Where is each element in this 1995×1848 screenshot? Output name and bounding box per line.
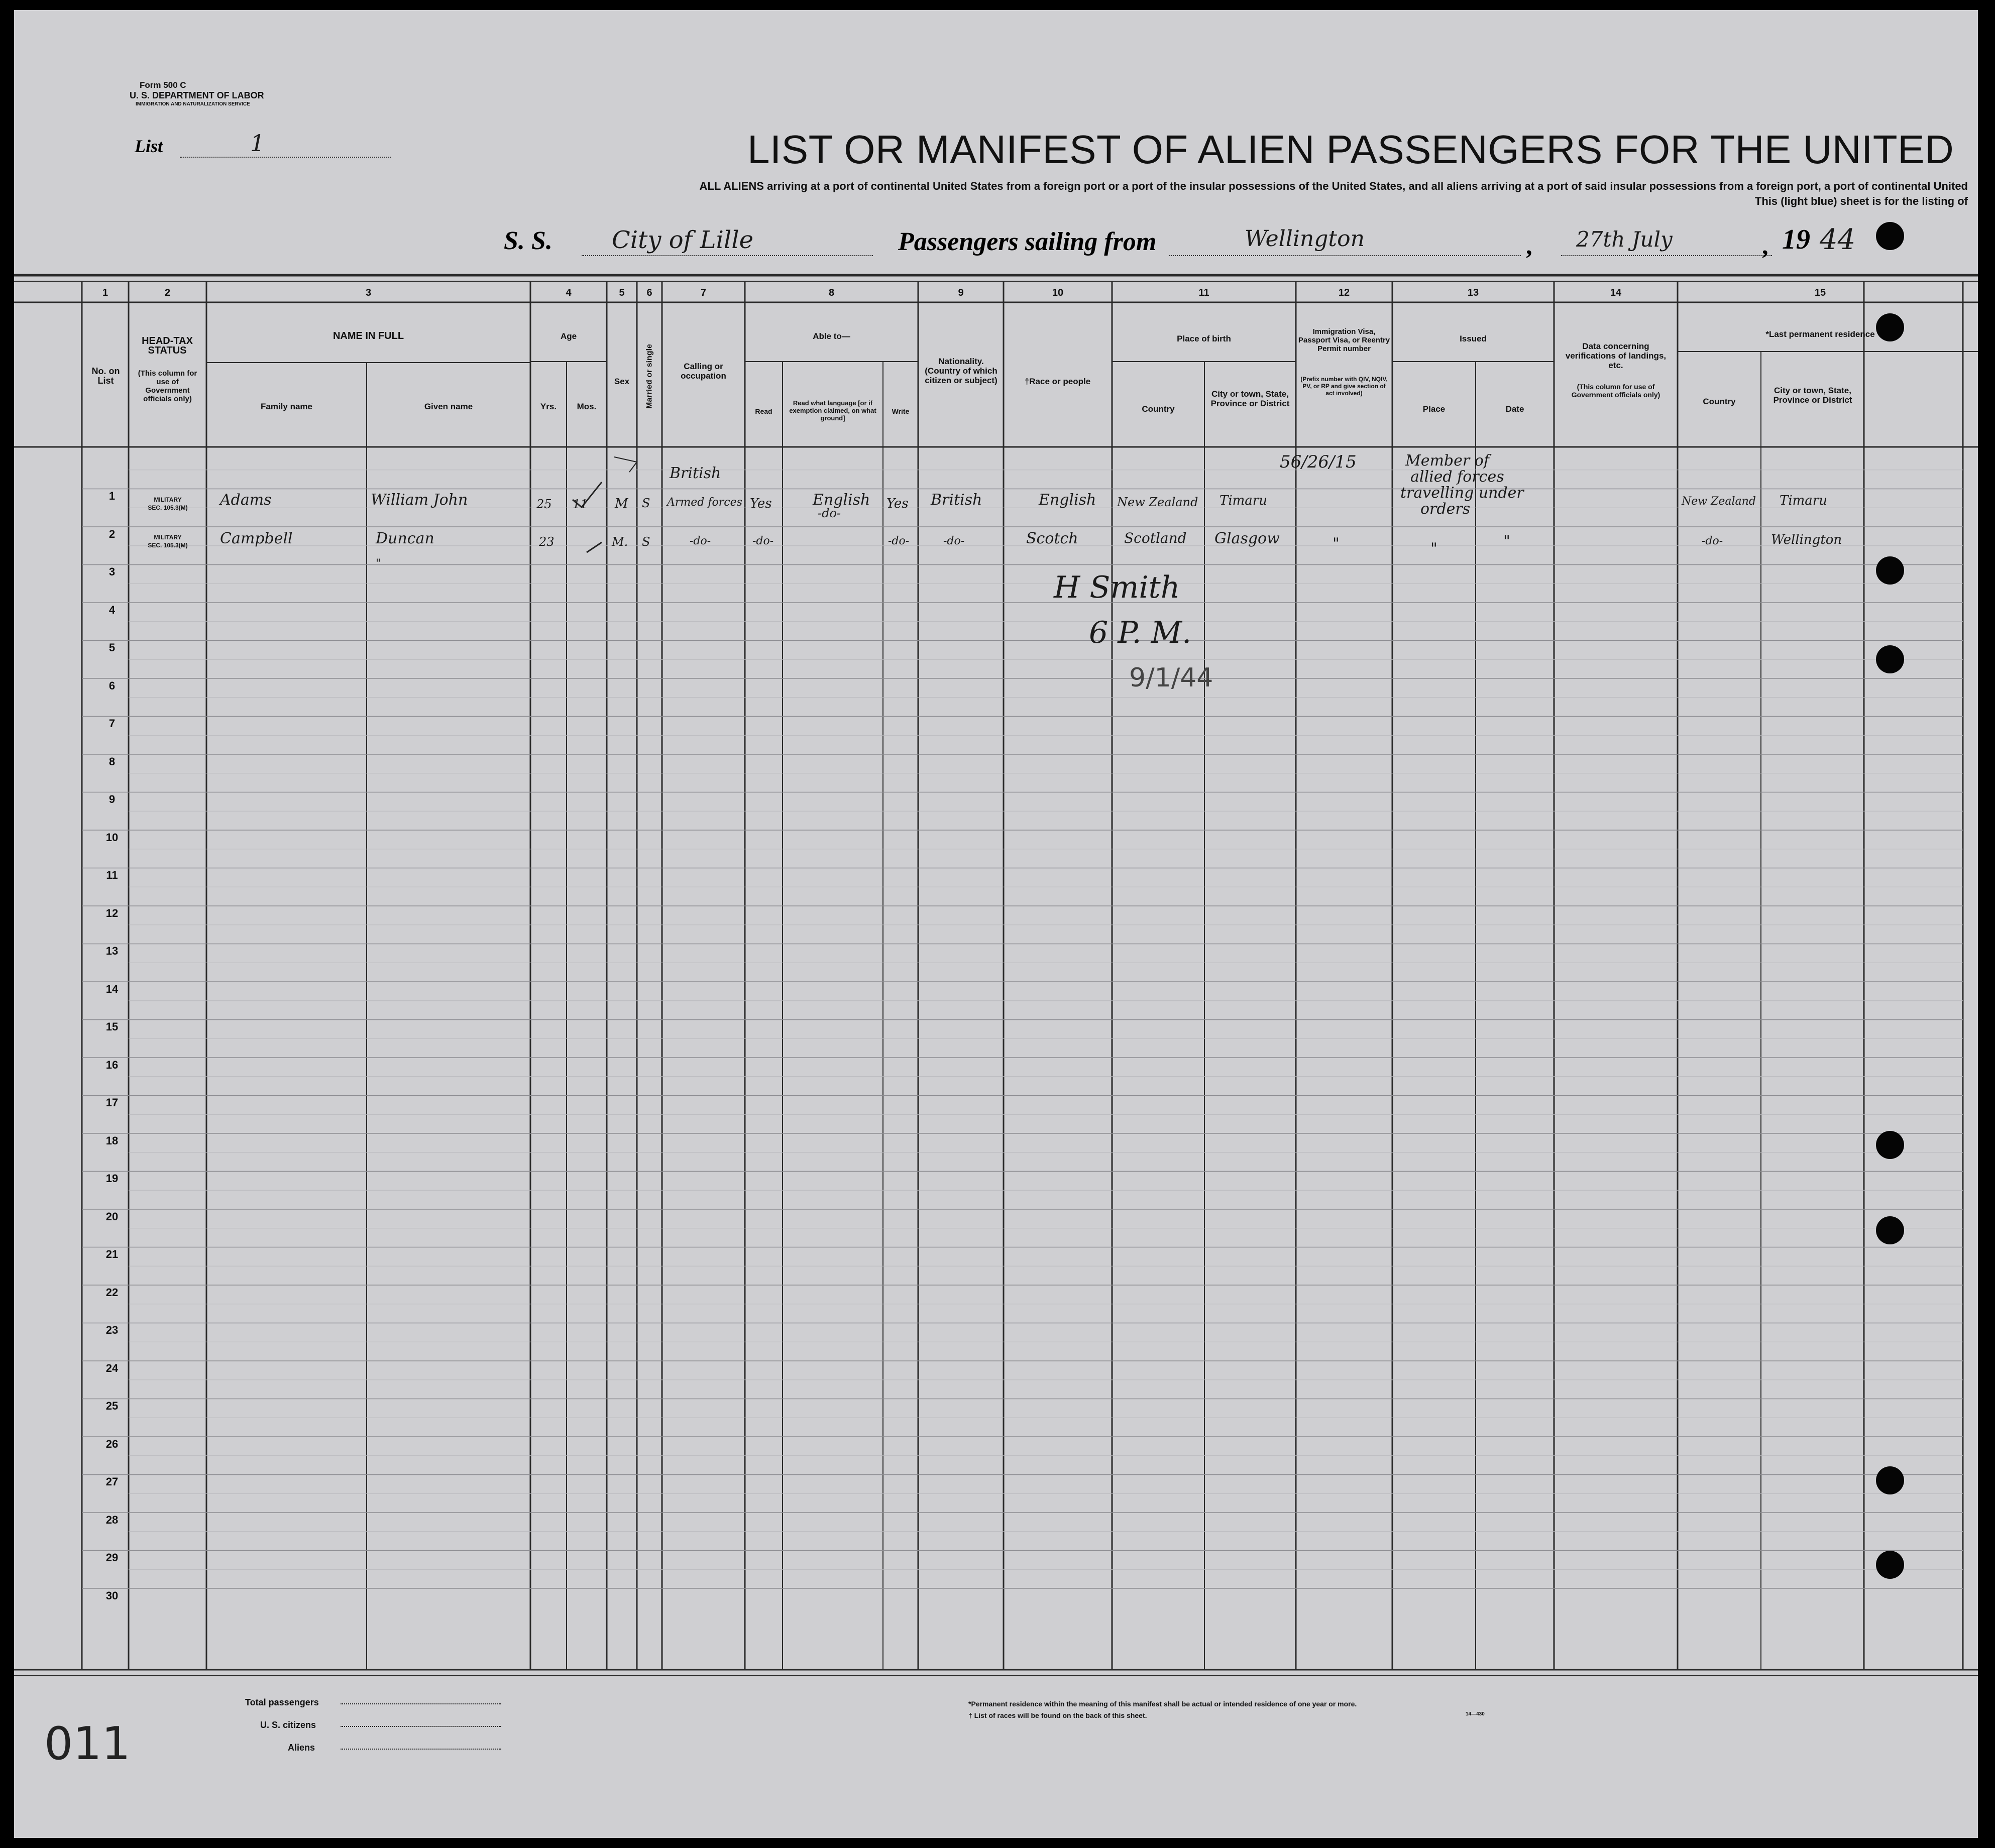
passenger-2-status-1: MILITARY — [154, 534, 182, 541]
header-issued-place: Place — [1422, 404, 1446, 414]
header-nationality: Nationality. (Country of which citizen or subject) — [925, 357, 997, 385]
row-number: 18 — [105, 1134, 119, 1147]
sailing-port: Wellington — [1245, 226, 1365, 252]
annotation-date: 9/1/44 — [1129, 663, 1213, 693]
passenger-2-write: -do- — [888, 535, 910, 547]
department: U. S. DEPARTMENT OF LABOR — [130, 90, 264, 100]
row-number: 20 — [105, 1210, 119, 1223]
passenger-2-read: -do- — [752, 535, 774, 547]
passenger-2-race: Scotch — [1026, 530, 1078, 547]
col-number-1: 1 — [102, 287, 108, 298]
row-number: 26 — [105, 1437, 119, 1450]
passenger-2-given-name-ditto: " — [376, 557, 381, 570]
annotation-time: 6 P. M. — [1089, 615, 1192, 650]
header-visa: Immigration Visa, Passport Visa, or Reentry Permit number — [1298, 327, 1390, 353]
header-sex: Sex — [614, 377, 630, 386]
footer-note-1: *Permanent residence within the meaning of this manifest shall be actual or intended residence of one year or more. — [968, 1700, 1357, 1708]
header-place-of-birth: Place of birth — [1177, 334, 1231, 343]
col-number-14: 14 — [1610, 287, 1622, 298]
row-number: 10 — [105, 831, 119, 844]
sailing-year-suffix: 44 — [1820, 223, 1856, 256]
passenger-2-res-city: Wellington — [1771, 532, 1842, 547]
passenger-1-married: S — [642, 496, 650, 510]
row-number: 6 — [108, 679, 116, 692]
footer-total-line — [341, 1703, 501, 1704]
passenger-1-mos: 11 — [573, 497, 588, 511]
header-name-in-full: NAME IN FULL — [332, 330, 404, 341]
header-calling: Calling or occupation — [681, 362, 726, 381]
header-mos: Mos. — [577, 402, 597, 411]
header-race: †Race or people — [1024, 377, 1091, 386]
header-visa-note: (Prefix number with QIV, NQIV, PV, or RP and give section of act involved) — [1300, 376, 1388, 397]
header-issued: Issued — [1460, 334, 1487, 343]
header-given-name: Given name — [424, 402, 473, 411]
row-number: 7 — [108, 717, 116, 730]
passenger-2-birth-city: Glasgow — [1214, 530, 1280, 547]
header-birth-country: Country — [1142, 404, 1175, 414]
row-number: 25 — [105, 1400, 119, 1412]
row-number: 29 — [105, 1551, 119, 1564]
punch-hole — [1876, 1551, 1904, 1579]
footer-note-2: † List of races will be found on the back of this sheet. — [968, 1711, 1147, 1719]
passenger-1-issued-note-3: travelling under — [1400, 484, 1524, 502]
passenger-1-family-name: Adams — [220, 491, 272, 509]
punch-hole — [1876, 1131, 1904, 1159]
passenger-2-sex: M. — [612, 535, 628, 549]
passenger-1-language-2: -do- — [818, 506, 841, 520]
passenger-1-calling: Armed forces — [667, 496, 742, 509]
passenger-2-status-2: SEC. 105.3(M) — [148, 542, 188, 549]
row-number: 12 — [105, 906, 119, 919]
row-number: 4 — [108, 603, 116, 616]
col-number-12: 12 — [1338, 287, 1350, 298]
manifest-sheet — [14, 10, 1978, 1838]
col-number-8: 8 — [828, 287, 835, 298]
footer-total-passengers: Total passengers — [245, 1697, 319, 1707]
passenger-1-res-city: Timaru — [1780, 493, 1827, 508]
punch-hole — [1876, 1216, 1904, 1244]
col-number-13: 13 — [1467, 287, 1479, 298]
row-number: 21 — [105, 1248, 119, 1260]
header-verification: Data concerning verifications of landings, etc. — [1565, 341, 1667, 370]
passenger-1-birth-city: Timaru — [1220, 493, 1267, 508]
header-res-country: Country — [1703, 397, 1736, 406]
passenger-2-issued-place: " — [1430, 540, 1437, 557]
header-write: Write — [892, 407, 910, 415]
passenger-1-given-name: William John — [371, 491, 468, 509]
passenger-2-yrs: 23 — [539, 535, 555, 549]
list-label: List — [135, 136, 163, 156]
header-head-tax-note: (This column for use of Government officials only) — [138, 369, 197, 403]
header-issued-date: Date — [1505, 404, 1524, 414]
subtitle-line-1: ALL ALIENS arriving at a port of continental United States from a foreign port or a port of the insular possessions of the United States, and all aliens arriving at a port of said insular possessions from a foreign port, a port of continental United — [699, 180, 1968, 192]
row-number: 14 — [105, 982, 119, 995]
header-married: Married or single — [645, 344, 654, 409]
row-number: 2 — [108, 527, 116, 540]
col-number-6: 6 — [646, 287, 652, 298]
row-number: 3 — [108, 565, 116, 578]
row-number: 28 — [105, 1513, 119, 1526]
punch-hole — [1876, 556, 1904, 585]
passenger-2-visa: " — [1333, 535, 1340, 552]
sailing-year-prefix: 19 — [1782, 224, 1810, 255]
col-number-3: 3 — [365, 287, 372, 298]
passenger-2-issued-date: " — [1503, 532, 1510, 550]
punch-hole — [1876, 313, 1904, 341]
passenger-1-read: Yes — [750, 496, 772, 511]
header-res-city: City or town, State, Province or District — [1773, 386, 1852, 405]
row-number: 22 — [105, 1286, 119, 1299]
passenger-1-status-2: SEC. 105.3(M) — [148, 504, 188, 511]
passenger-1-nationality: British — [931, 491, 982, 509]
passenger-1-birth-country: New Zealand — [1117, 495, 1198, 509]
passenger-1-issued-note-4: orders — [1420, 500, 1471, 518]
passenger-2-birth-country: Scotland — [1124, 530, 1187, 546]
col-number-4: 4 — [566, 287, 572, 298]
footer-us-citizens: U. S. citizens — [260, 1720, 316, 1730]
passenger-2-given-name: Duncan — [376, 530, 434, 547]
passenger-1-write: Yes — [886, 496, 909, 511]
col-number-5: 5 — [619, 287, 625, 298]
col-number-11: 11 — [1198, 287, 1209, 298]
header-yrs: Yrs. — [540, 402, 557, 411]
header-read-language: Read what language [or if exemption claimed, on what ground] — [789, 399, 876, 422]
footer-aliens: Aliens — [288, 1743, 315, 1753]
header-birth-city: City or town, State, Province or District — [1210, 389, 1290, 408]
footer-aliens-line — [341, 1749, 501, 1750]
row-number: 19 — [105, 1172, 119, 1185]
row-number: 1 — [108, 490, 116, 502]
row-number: 5 — [108, 641, 116, 654]
passenger-2-family-name: Campbell — [220, 530, 293, 547]
manifest-title: LIST OR MANIFEST OF ALIEN PASSENGERS FOR THE UNITED — [747, 127, 1954, 172]
header-age: Age — [560, 331, 577, 341]
row-number: 27 — [105, 1475, 119, 1488]
passenger-1-issued-note-1: Member of — [1405, 452, 1489, 470]
col-number-7: 7 — [700, 287, 707, 298]
subtitle-line-2: This (light blue) sheet is for the listing of — [1754, 195, 1968, 207]
punch-hole — [1876, 645, 1904, 673]
passenger-2-nationality: -do- — [943, 535, 965, 547]
punch-hole — [1876, 222, 1904, 250]
passenger-2-calling: -do- — [690, 535, 711, 547]
row-number: 15 — [105, 1020, 119, 1033]
passenger-1-calling-top: British — [670, 465, 721, 482]
passenger-2-res-country: -do- — [1702, 535, 1723, 547]
passenger-1-race: English — [1039, 491, 1096, 509]
col-number-15: 15 — [1814, 287, 1826, 298]
col-number-2: 2 — [164, 287, 171, 298]
ship-prefix: S. S. — [504, 226, 552, 255]
sailing-date: 27th July — [1576, 227, 1673, 252]
comma-2: , — [1762, 232, 1768, 260]
header-head-tax: HEAD-TAX STATUS — [142, 335, 193, 356]
row-number: 24 — [105, 1361, 119, 1374]
header-able-to: Able to— — [813, 331, 850, 341]
passenger-1-visa: 56/26/15 — [1280, 452, 1357, 472]
header-verification-note: (This column for use of Government officials only) — [1571, 383, 1660, 399]
margin-number: 011 — [44, 1717, 131, 1770]
footer-form-code: 14—430 — [1466, 1711, 1485, 1717]
table-grid — [14, 10, 1978, 1838]
comma-1: , — [1526, 232, 1532, 260]
row-number: 30 — [105, 1589, 119, 1602]
passenger-1-status-1: MILITARY — [154, 496, 182, 503]
footer-citizens-line — [341, 1726, 501, 1727]
passenger-1-issued-note-2: allied forces — [1410, 468, 1504, 486]
passenger-1-language: English — [813, 491, 870, 509]
passenger-2-married: S — [642, 535, 650, 549]
punch-hole — [1876, 1466, 1904, 1494]
form-number: Form 500 C — [140, 80, 186, 90]
header-family-name: Family name — [261, 402, 312, 411]
header-no-on-list: No. on List — [91, 366, 120, 386]
passenger-1-res-country: New Zealand — [1682, 495, 1756, 508]
col-number-9: 9 — [958, 287, 964, 298]
col-number-10: 10 — [1052, 287, 1064, 298]
row-number: 23 — [105, 1324, 119, 1336]
row-number: 8 — [108, 755, 116, 768]
row-number: 13 — [105, 945, 119, 957]
row-number: 11 — [106, 869, 118, 881]
list-value: 1 — [250, 130, 265, 157]
row-number: 16 — [105, 1058, 119, 1071]
annotation-signature: H Smith — [1054, 570, 1180, 605]
passenger-1-yrs: 25 — [536, 497, 552, 511]
service: IMMIGRATION AND NATURALIZATION SERVICE — [136, 101, 250, 107]
header-last-residence: *Last permanent residence — [1765, 329, 1875, 339]
passenger-1-sex: M — [615, 496, 628, 511]
header-read: Read — [755, 407, 772, 415]
sailing-label: Passengers sailing from — [898, 227, 1157, 256]
row-number: 17 — [105, 1096, 119, 1109]
ship-name: City of Lille — [612, 226, 753, 254]
row-number: 9 — [108, 793, 116, 805]
